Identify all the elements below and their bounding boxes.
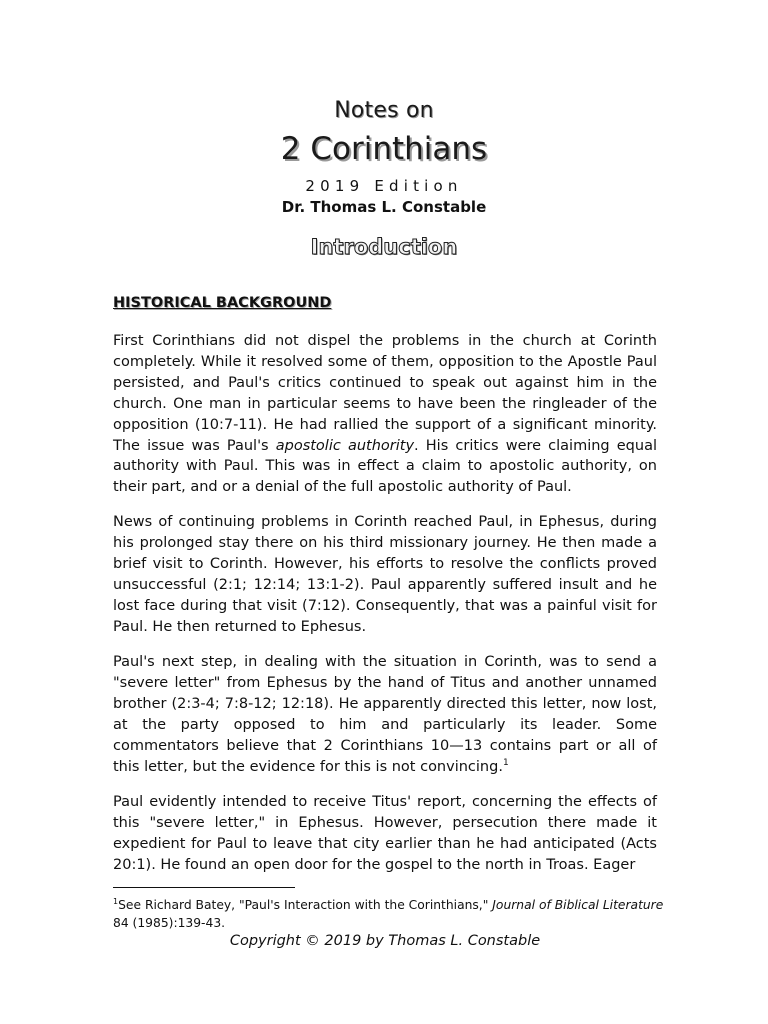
paragraph-1-text-end: . His critics were claiming equal authority with Paul. This was in effect a claim to apostolic authority, on their part, and or a denial of the full apostolic authority of Paul. [113, 437, 657, 496]
book-title: 2 Corinthians [280, 131, 488, 167]
historical-background-heading: HISTORICAL BACKGROUND [113, 295, 332, 311]
paragraph-1-text-start: First Corinthians did not dispel the problems in the church at Corinth completely. While it resolved some of them, opposition to the Apostle Paul persisted, and Paul's critics continued to speak out against him in the church. One man in particular seems to have been the ringleader of the opposition (10:7-11). He had rallied the support of a significant minority. The issue was Paul's [113, 333, 657, 454]
paragraph-1 [113, 331, 657, 498]
paragraph-1-emphasis: apostolic authority [275, 437, 415, 454]
paragraph-4 [113, 792, 657, 876]
footnote-reference[interactable]: 1 [502, 757, 509, 768]
paragraph-4-text: Paul evidently intended to receive Titus' report, concerning the effects of this "severe letter," in Ephesus. However, persecution there made it expedient for Paul to leave that city earlier than he had anticipated (Acts 20:1). He found an open door for the gospel to the north in Troas. Eager [113, 794, 657, 873]
section-title: Introduction [310, 235, 458, 259]
footnote-divider [113, 887, 295, 888]
footnote-text-end: 84 (1985):139-43. [113, 916, 226, 930]
paragraph-2-text: News of continuing problems in Corinth reached Paul, in Ephesus, during his prolonged stay there on his third missionary journey. He then made a brief visit to Corinth. However, his efforts to resolve the conflicts proved unsuccessful (2:1; 12:14; 13:1-2). Paul apparently suffered insult and he lost face during that visit (7:12). Consequently, that was a painful visit for Paul. He then returned to Ephesus. [113, 514, 657, 635]
footnote-number: 1 [113, 896, 119, 906]
footnote [113, 896, 673, 932]
footnote-text-start: See Richard Batey, "Paul's Interaction with the Corinthians," [118, 898, 493, 912]
copyright-notice: Copyright © 2019 by Thomas L. Constable [229, 933, 541, 949]
paragraph-3 [113, 652, 657, 777]
title-prefix: Notes on [334, 98, 434, 123]
paragraph-2 [113, 512, 657, 637]
paragraph-3-text: Paul's next step, in dealing with the situation in Corinth, was to send a "severe letter" from Ephesus by the hand of Titus and another unnamed brother (2:3-4; 7:8-12; 12:18). He apparently directed this letter, now lost, at the party opposed to him and particularly its leader. Some commentators believe that 2 Corinthians 10—13 contains part or all of this letter, but the evidence for this is not convincing. [113, 654, 657, 775]
author-name: Dr. Thomas L. Constable [281, 198, 487, 216]
footnote-journal: Journal of Biblical Literature [492, 898, 664, 912]
edition-label: 2019 Edition [305, 177, 463, 195]
